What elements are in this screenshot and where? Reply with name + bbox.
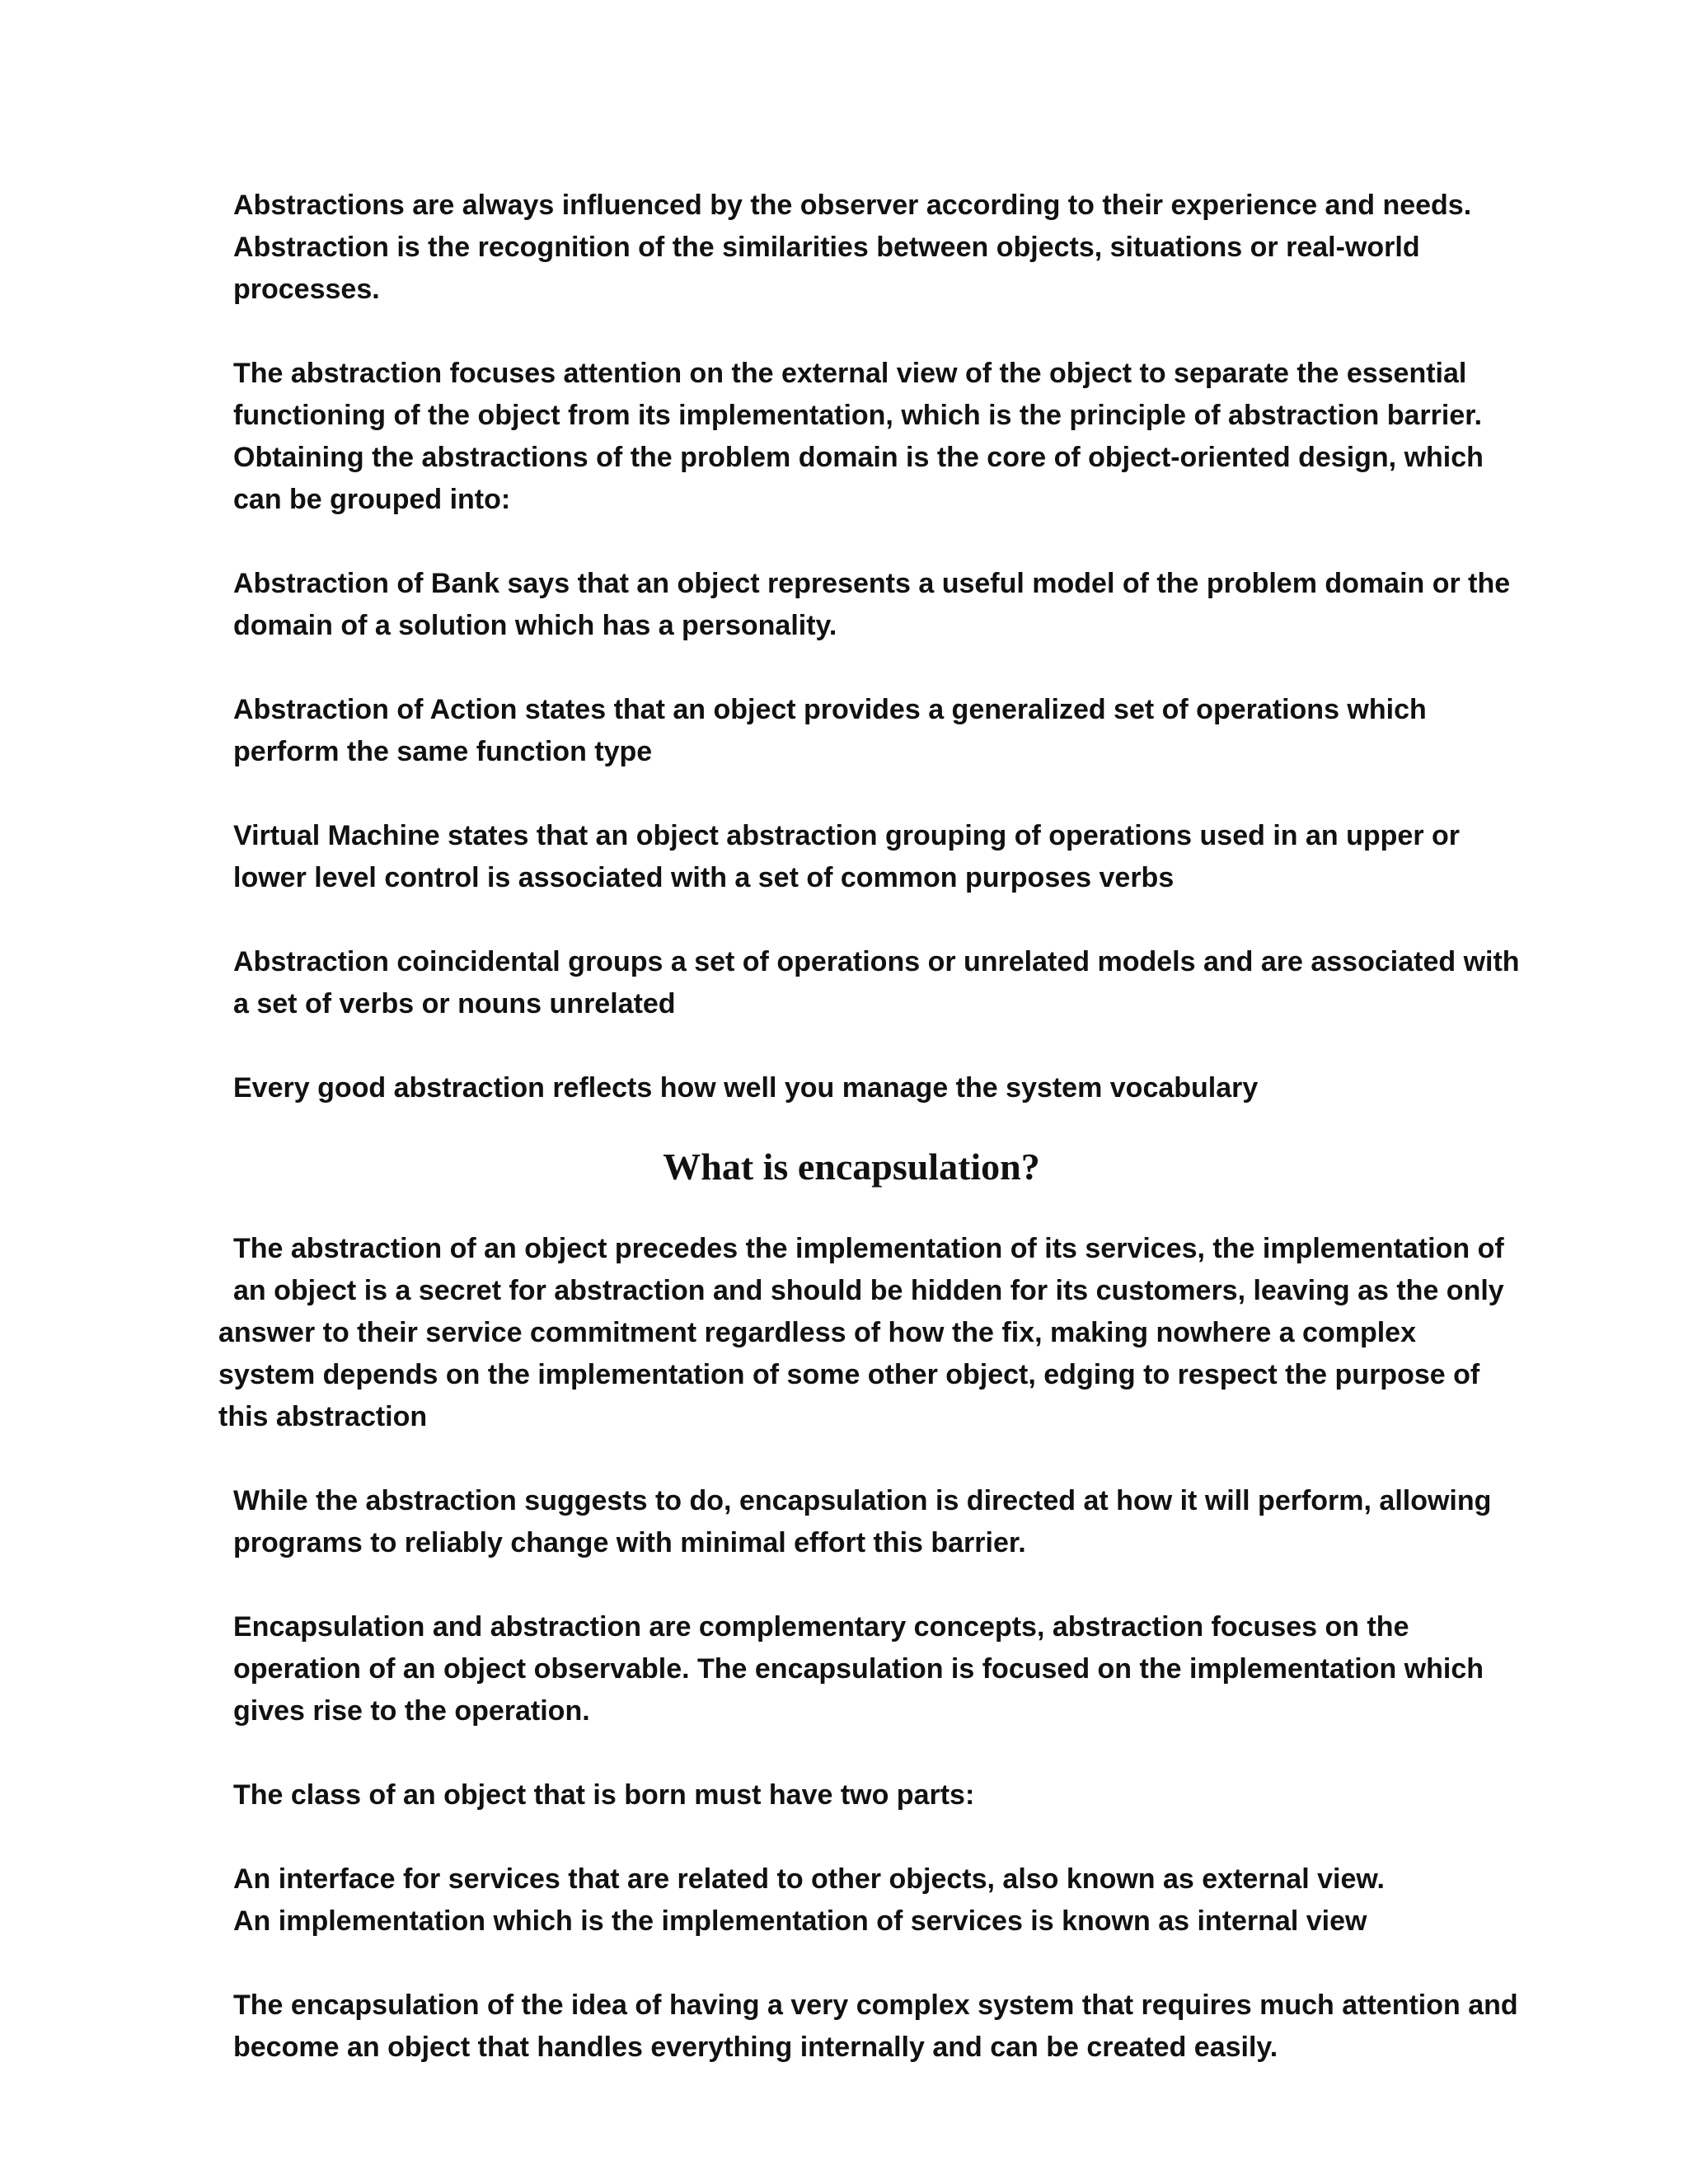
text-line: answer to their service commitment regardless of how the fix, making nowhere a complex [218, 1317, 1416, 1348]
paragraph-abstraction-bank [233, 563, 1511, 647]
text-line: functioning of the object from its implementation, which is the principle of abstraction barrier. [233, 400, 1483, 431]
paragraph-abstraction-coincidental [233, 941, 1520, 1025]
text-line: Abstraction of Bank says that an object represents a useful model of the problem domain or the [233, 568, 1511, 599]
text-line: an object is a secret for abstraction and should be hidden for its customers, leaving as the only [233, 1275, 1504, 1306]
text-line: Encapsulation and abstraction are complementary concepts, abstraction focuses on the [233, 1611, 1409, 1643]
text-line: operation of an object observable. The encapsulation is focused on the implementation which [233, 1653, 1484, 1685]
text-line: become an object that handles everything internally and can be created easily. [233, 2032, 1278, 2063]
text-line: Obtaining the abstractions of the problem domain is the core of object-oriented design, which [233, 442, 1484, 473]
text-line: gives rise to the operation. [233, 1695, 590, 1727]
text-line: perform the same function type [233, 736, 653, 767]
text-line: The abstraction focuses attention on the external view of the object to separate the essential [233, 358, 1467, 389]
text-line: processes. [233, 274, 380, 305]
text-line: An implementation which is the implementation of services is known as internal view [233, 1905, 1367, 1937]
paragraph-virtual-machine [233, 815, 1470, 899]
paragraph-abstraction-action [233, 689, 1470, 773]
paragraph-abstraction-observer [233, 185, 1470, 311]
paragraph-encapsulation-idea [233, 1985, 1518, 2069]
text-line: The encapsulation of the idea of having a very complex system that requires much attention and [233, 1990, 1518, 2021]
text-line: can be grouped into: [233, 484, 511, 515]
text-line: lower level control is associated with a set of common purposes verbs [233, 862, 1175, 893]
paragraph-complementary-concepts [233, 1606, 1484, 1732]
text-line: a set of verbs or nouns unrelated [233, 988, 676, 1019]
document-body [218, 185, 1520, 2069]
section-heading: What is encapsulation? [663, 1146, 1040, 1188]
text-line: While the abstraction suggests to do, encapsulation is directed at how it will perform, allowing [233, 1485, 1492, 1516]
text-line: The abstraction of an object precedes the implementation of its services, the implementation of [233, 1233, 1504, 1264]
text-line: Abstractions are always influenced by the observer according to their experience and needs. [233, 190, 1472, 221]
paragraph-class-two-parts [233, 1774, 1470, 1816]
paragraph-interface-implementation [233, 1858, 1470, 1943]
paragraph-good-abstraction [233, 1067, 1470, 1109]
text-line: programs to reliably change with minimal effort this barrier. [233, 1527, 1026, 1558]
text-line: The class of an object that is born must have two parts: [233, 1779, 975, 1811]
paragraph-abstraction-focus [233, 353, 1484, 521]
paragraph-encapsulation-intro [218, 1228, 1504, 1438]
text-line: domain of a solution which has a personality. [233, 610, 837, 641]
text-line: Every good abstraction reflects how well you manage the system vocabulary [233, 1072, 1259, 1104]
text-line: Abstraction of Action states that an object provides a generalized set of operations which [233, 694, 1427, 725]
text-line: system depends on the implementation of some other object, edging to respect the purpose of [218, 1359, 1480, 1390]
text-line: Abstraction is the recognition of the similarities between objects, situations or real-world [233, 232, 1420, 263]
text-line: Virtual Machine states that an object abstraction grouping of operations used in an upper or [233, 820, 1461, 851]
text-line: this abstraction [218, 1401, 428, 1432]
text-line: Abstraction coincidental groups a set of operations or unrelated models and are associated with [233, 946, 1520, 977]
text-line: An interface for services that are related to other objects, also known as external view. [233, 1863, 1386, 1895]
paragraph-abstraction-vs-encapsulation [233, 1480, 1492, 1564]
